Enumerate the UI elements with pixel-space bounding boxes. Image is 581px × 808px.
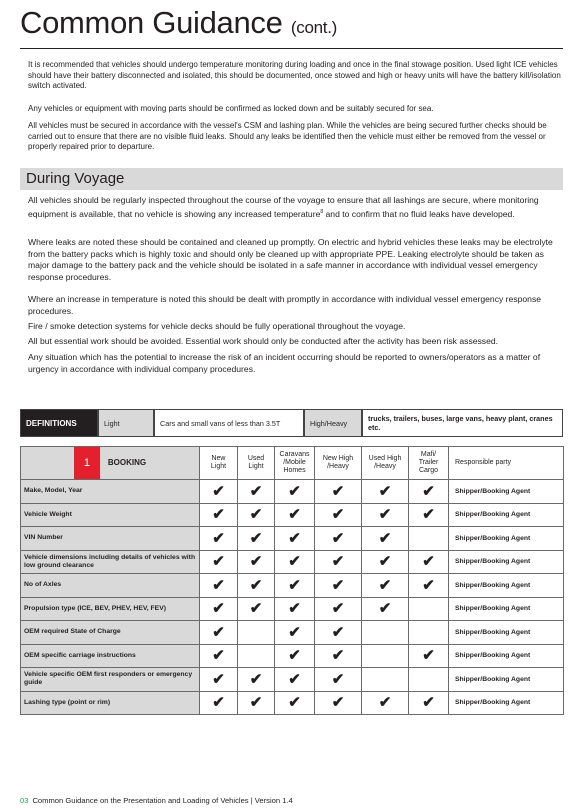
- voyage-paragraph-5: All but essential work should be avoided. Essential work should only be conducted after the activity has been risk assessed.: [28, 336, 499, 346]
- tick-cell: [200, 503, 238, 527]
- tick-cell: [362, 691, 409, 715]
- responsible-party: Shipper/Booking Agent: [449, 527, 564, 551]
- tick-cell: [200, 621, 238, 645]
- tick-cell: [238, 480, 275, 504]
- row-label: Propulsion type (ICE, BEV, PHEV, HEV, FEV): [21, 597, 200, 621]
- table-row: [21, 527, 564, 551]
- checkmark-icon: ✔: [422, 506, 435, 524]
- checkmark-icon: ✔: [331, 694, 345, 712]
- checkmark-icon: ✔: [331, 529, 345, 547]
- tick-cell: [409, 574, 449, 598]
- section-heading-during-voyage: During Voyage: [20, 168, 563, 190]
- tick-cell: [315, 480, 362, 504]
- table-row: [21, 691, 564, 715]
- checkmark-icon: ✔: [288, 506, 301, 524]
- definitions-header: DEFINITIONS: [20, 409, 98, 437]
- tick-cell: [200, 550, 238, 574]
- responsible-party: Shipper/Booking Agent: [449, 480, 564, 504]
- tick-cell: [238, 574, 275, 598]
- tick-cell: [200, 597, 238, 621]
- responsible-party: Shipper/Booking Agent: [449, 621, 564, 645]
- page-number: 03: [20, 796, 29, 805]
- section-number-badge: 1: [74, 447, 100, 479]
- checkmark-icon: ✔: [249, 694, 263, 712]
- intro-paragraph-2: Any vehicles or equipment with moving parts should be confirmed as locked down and be suitably secured for sea.: [28, 104, 434, 113]
- column-header: Caravans /Mobile Homes: [275, 447, 315, 480]
- tick-cell: [315, 644, 362, 668]
- tick-cell: [238, 597, 275, 621]
- checkmark-icon: ✔: [422, 482, 435, 500]
- checkmark-icon: ✔: [378, 506, 392, 524]
- responsible-party: Shipper/Booking Agent: [449, 644, 564, 668]
- tick-cell: [315, 550, 362, 574]
- tick-cell: [315, 503, 362, 527]
- tick-cell: [409, 621, 449, 645]
- column-header: New Light: [200, 447, 238, 480]
- tick-cell: [238, 691, 275, 715]
- checkmark-icon: ✔: [378, 600, 392, 618]
- tick-cell: [275, 668, 315, 692]
- tick-cell: [409, 527, 449, 551]
- tick-cell: [238, 527, 275, 551]
- checkmark-icon: ✔: [378, 482, 392, 500]
- tick-cell: [200, 574, 238, 598]
- responsible-party: Shipper/Booking Agent: [449, 691, 564, 715]
- intro-paragraph-3: All vehicles must be secured in accordance with the vessel's CSM and lashing plan. While the vehicles are being secured further checks should be carried out to ensure that there are no visible fluid leaks. Should any leaks be identified then the vehicle must either be removed from the vessel or properly repaired prior to departure.: [28, 121, 547, 152]
- booking-table-header: [21, 447, 564, 480]
- column-header: Mafi/ Trailer Cargo: [409, 447, 449, 480]
- checkmark-icon: ✔: [331, 506, 345, 524]
- checkmark-icon: ✔: [331, 600, 345, 618]
- page-footer: [20, 796, 293, 805]
- tick-cell: [238, 550, 275, 574]
- title-divider: [20, 48, 563, 49]
- checkmark-icon: ✔: [378, 529, 392, 547]
- responsible-party: Shipper/Booking Agent: [449, 668, 564, 692]
- booking-section-label: [21, 447, 200, 480]
- checkmark-icon: ✔: [288, 623, 301, 641]
- tick-cell: [362, 597, 409, 621]
- tick-cell: [362, 550, 409, 574]
- row-label: Vehicle dimensions including details of vehicles with low ground clearance: [21, 550, 200, 574]
- table-row: [21, 503, 564, 527]
- booking-title: BOOKING: [107, 458, 147, 467]
- checkmark-icon: ✔: [378, 576, 392, 594]
- row-label: Vehicle specific OEM first responders or emergency guide: [21, 668, 200, 692]
- column-header: Responsible party: [449, 447, 564, 480]
- checkmark-icon: ✔: [331, 576, 345, 594]
- tick-cell: [409, 503, 449, 527]
- voyage-paragraph-6: Any situation which has the potential to increase the risk of an incident occurring should be reported to owners/operators as a matter of urgency in accordance with individual company procedures.: [28, 352, 541, 374]
- table-row: [21, 574, 564, 598]
- voyage-p1-text: All vehicles should be regularly inspected throughout the course of the voyage to ensure that all lashings are secure, where monitoring equipment is available, that no vehicle is showing any increased temperature: [28, 195, 539, 219]
- table-row: [21, 621, 564, 645]
- checkmark-icon: ✔: [331, 647, 345, 665]
- tick-cell: [200, 480, 238, 504]
- checkmark-icon: ✔: [212, 553, 225, 571]
- checkmark-icon: ✔: [288, 647, 301, 665]
- tick-cell: [362, 574, 409, 598]
- tick-cell: [200, 644, 238, 668]
- checkmark-icon: ✔: [212, 670, 225, 688]
- tick-cell: [315, 574, 362, 598]
- responsible-party: Shipper/Booking Agent: [449, 550, 564, 574]
- tick-cell: [315, 621, 362, 645]
- row-label: VIN Number: [21, 527, 200, 551]
- row-label: Make, Model, Year: [21, 480, 200, 504]
- voyage-paragraph-3: Where an increase in temperature is noted this should be dealt with promptly in accordance with individual vessel emergency response procedures.: [28, 294, 542, 316]
- checkmark-icon: ✔: [212, 576, 225, 594]
- definition-heavy-desc: trucks, trailers, buses, large vans, heavy plant, cranes etc.: [362, 409, 563, 437]
- table-row: [21, 668, 564, 692]
- row-label: No of Axles: [21, 574, 200, 598]
- table-row: [21, 597, 564, 621]
- tick-cell: [362, 668, 409, 692]
- column-header: Used High /Heavy: [362, 447, 409, 480]
- page-title-suffix: (cont.): [290, 18, 337, 37]
- checkmark-icon: ✔: [422, 647, 435, 665]
- checkmark-icon: ✔: [422, 694, 435, 712]
- checkmark-icon: ✔: [288, 600, 301, 618]
- tick-cell: [409, 691, 449, 715]
- tick-cell: [238, 668, 275, 692]
- tick-cell: [275, 644, 315, 668]
- checkmark-icon: ✔: [212, 694, 225, 712]
- booking-table: [20, 446, 564, 715]
- page-title-main: Common Guidance: [20, 5, 283, 40]
- table-row: [21, 550, 564, 574]
- tick-cell: [315, 597, 362, 621]
- tick-cell: [409, 668, 449, 692]
- tick-cell: [238, 621, 275, 645]
- checkmark-icon: ✔: [249, 576, 263, 594]
- tick-cell: [275, 691, 315, 715]
- checkmark-icon: ✔: [249, 482, 263, 500]
- tick-cell: [362, 503, 409, 527]
- voyage-paragraph-2: Where leaks are noted these should be contained and cleaned up promptly. On electric and hybrid vehicles these leaks may be electrolyte from the battery packs which is highly toxic and should only be cleaned up with appropriate PPE. Leaking electrolyte should be taken as major damage to the battery pack and the vehicle should be isolated in a safe manner in accordance with individual vessel emergency response procedures.: [28, 237, 553, 283]
- checkmark-icon: ✔: [378, 694, 392, 712]
- tick-cell: [275, 480, 315, 504]
- checkmark-icon: ✔: [212, 647, 225, 665]
- row-label: OEM specific carriage instructions: [21, 644, 200, 668]
- tick-cell: [362, 480, 409, 504]
- responsible-party: Shipper/Booking Agent: [449, 597, 564, 621]
- booking-table-body: [21, 480, 564, 715]
- tick-cell: [362, 621, 409, 645]
- definition-light-desc: Cars and small vans of less than 3.5T: [154, 409, 304, 437]
- checkmark-icon: ✔: [212, 529, 225, 547]
- tick-cell: [315, 668, 362, 692]
- checkmark-icon: ✔: [249, 529, 263, 547]
- checkmark-icon: ✔: [288, 694, 301, 712]
- checkmark-icon: ✔: [249, 553, 263, 571]
- checkmark-icon: ✔: [288, 482, 301, 500]
- checkmark-icon: ✔: [212, 482, 225, 500]
- row-label: Vehicle Weight: [21, 503, 200, 527]
- tick-cell: [409, 644, 449, 668]
- footnote-ref: 8: [320, 208, 324, 215]
- tick-cell: [315, 527, 362, 551]
- footer-text: Common Guidance on the Presentation and Loading of Vehicles | Version 1.4: [32, 796, 293, 805]
- row-label: Lashing type (point or rim): [21, 691, 200, 715]
- checkmark-icon: ✔: [288, 529, 301, 547]
- tick-cell: [362, 527, 409, 551]
- tick-cell: [200, 668, 238, 692]
- page-title: [20, 5, 337, 41]
- checkmark-icon: ✔: [331, 623, 345, 641]
- tick-cell: [200, 691, 238, 715]
- voyage-paragraph-1: [28, 195, 563, 220]
- column-header: Used Light: [238, 447, 275, 480]
- tick-cell: [275, 574, 315, 598]
- checkmark-icon: ✔: [249, 600, 263, 618]
- tick-cell: [275, 503, 315, 527]
- tick-cell: [238, 644, 275, 668]
- checkmark-icon: ✔: [249, 670, 263, 688]
- checkmark-icon: ✔: [249, 506, 263, 524]
- checkmark-icon: ✔: [288, 576, 301, 594]
- tick-cell: [238, 503, 275, 527]
- row-label: OEM required State of Charge: [21, 621, 200, 645]
- checkmark-icon: ✔: [422, 576, 435, 594]
- definition-heavy-label: High/Heavy: [304, 409, 362, 437]
- tick-cell: [409, 480, 449, 504]
- tick-cell: [409, 597, 449, 621]
- tick-cell: [362, 644, 409, 668]
- tick-cell: [275, 527, 315, 551]
- checkmark-icon: ✔: [331, 553, 345, 571]
- checkmark-icon: ✔: [331, 482, 345, 500]
- table-row: [21, 644, 564, 668]
- definition-light-label: Light: [98, 409, 154, 437]
- checkmark-icon: ✔: [212, 506, 225, 524]
- intro-paragraph-1: It is recommended that vehicles should undergo temperature monitoring during loading and once in the final stowage position. Used light ICE vehicles should have their battery disconnected and isolated, this should be documented, once stowed and high or heavy units will have the battery kill/isolation switch activated.: [28, 60, 561, 91]
- tick-cell: [200, 527, 238, 551]
- tick-cell: [315, 691, 362, 715]
- responsible-party: Shipper/Booking Agent: [449, 574, 564, 598]
- tick-cell: [275, 550, 315, 574]
- checkmark-icon: ✔: [212, 600, 225, 618]
- checkmark-icon: ✔: [331, 670, 345, 688]
- checkmark-icon: ✔: [288, 553, 301, 571]
- checkmark-icon: ✔: [422, 553, 435, 571]
- voyage-p1-text-end: and to confirm that no fluid leaks have developed.: [323, 208, 515, 219]
- voyage-paragraph-4: Fire / smoke detection systems for vehicle decks should be fully operational throughout the voyage.: [28, 321, 406, 331]
- definitions-bar: [20, 409, 563, 437]
- table-row: [21, 480, 564, 504]
- checkmark-icon: ✔: [212, 623, 225, 641]
- checkmark-icon: ✔: [378, 553, 392, 571]
- responsible-party: Shipper/Booking Agent: [449, 503, 564, 527]
- tick-cell: [275, 621, 315, 645]
- tick-cell: [275, 597, 315, 621]
- column-header: New High /Heavy: [315, 447, 362, 480]
- checkmark-icon: ✔: [288, 670, 301, 688]
- tick-cell: [409, 550, 449, 574]
